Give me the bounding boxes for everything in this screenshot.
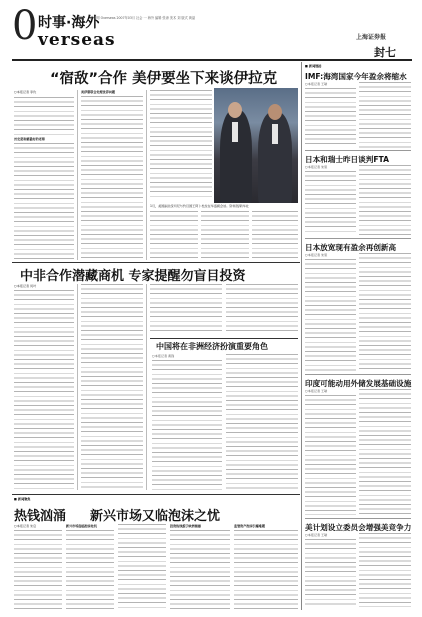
- section-title-cn: 时事·海外: [38, 15, 100, 31]
- lead-body-col5: [252, 211, 298, 259]
- right-story5-body-b: [359, 533, 411, 607]
- right-story3-body-a: [305, 259, 356, 371]
- bottom-subhead-1: 新兴市场面临泡沫危机: [66, 524, 97, 528]
- right-story1-body-b: [359, 82, 411, 148]
- section-rule: [12, 262, 300, 263]
- photo-caption: 1月，美国副总统切尼与约旦国王阿卜杜拉在华盛顿会谈。资料图/新华社: [150, 204, 249, 208]
- middle-byline: ○本报记者 何叶: [14, 284, 37, 288]
- masthead-rule: [12, 59, 412, 61]
- paper-name: 上海证券报: [356, 34, 387, 41]
- lead-photo: [214, 88, 298, 203]
- inner-story-title: 中国将在非洲经济扮演重要角色: [156, 342, 268, 351]
- masthead: [0, 0, 422, 62]
- bottom-news-tag: ■ 新闻聚焦: [14, 497, 31, 501]
- lead-byline: ○本报记者 李玫: [14, 90, 37, 94]
- bottom-body-col5: [234, 530, 298, 610]
- middle-body-col4: [226, 284, 298, 334]
- inner-story-body-a: [152, 360, 222, 490]
- right-story2-body-b: [359, 165, 411, 235]
- section-title-en: verseas: [38, 30, 116, 50]
- right-story5-byline: ○本报记者 王敏: [305, 533, 328, 537]
- lead-headline: “宿敌”合作 美伊要坐下来谈伊拉克: [50, 71, 278, 87]
- bottom-headline-b: 新兴市场又临泡沫之忧: [90, 509, 221, 524]
- right-story4-title: 印度可能动用外储发展基础设施: [305, 379, 412, 388]
- right-story4-byline: ○本报记者 王敏: [305, 389, 328, 393]
- right-story2-title: 日本和瑞士昨日谈判FTA: [305, 155, 389, 164]
- right-story3-title: 日本放宽现有盈余再创新高: [305, 243, 397, 252]
- col-divider: [77, 90, 78, 260]
- col-divider: [146, 90, 147, 260]
- bottom-headline-a: 热钱汹涌: [14, 509, 67, 524]
- lead-subhead-1: 历史是和解最好的老师: [14, 137, 45, 141]
- right-story1-byline: ○本报记者 王敏: [305, 82, 328, 86]
- col-divider: [77, 284, 78, 490]
- right-story5-title: 美计划设立委员会增强美竞争力: [305, 523, 412, 532]
- right-rule: [305, 238, 411, 239]
- inner-story-byline: ○本报记者 黄锋: [152, 354, 175, 358]
- bottom-body-col2: [66, 530, 114, 610]
- right-column-divider: [301, 62, 302, 610]
- bottom-body-col3: [118, 524, 166, 610]
- col-divider: [146, 284, 147, 490]
- bottom-byline: ○本报记者 朱启: [14, 524, 37, 528]
- page-number-zero: 0: [12, 3, 38, 49]
- middle-body-col1: [14, 290, 74, 490]
- inner-story-body-b: [226, 354, 298, 490]
- middle-body-col3: [150, 284, 222, 334]
- right-story3-body-b: [359, 253, 411, 371]
- page-label: 封七: [374, 46, 396, 59]
- lead-body-col1-b: [14, 143, 74, 259]
- right-story1-body-a: [305, 88, 356, 148]
- lead-body-col4: [201, 211, 249, 259]
- right-story4-body-b: [359, 389, 411, 515]
- right-rule: [305, 518, 411, 519]
- bottom-body-col4: [170, 530, 230, 610]
- masthead-meta-line: 新华网 Overseas 2007年03月 社会 一 海外 编辑 张涛 美术 刘 版式 黄晶: [90, 16, 196, 20]
- right-story5-body-a: [305, 539, 356, 607]
- right-news-tag: ■ 新闻链接: [305, 64, 322, 68]
- bottom-subhead-2: 投资热钱源于欧洲储蓄: [170, 524, 201, 528]
- bottom-body-col1: [14, 530, 62, 610]
- right-story2-body-a: [305, 171, 356, 235]
- right-rule: [305, 150, 411, 151]
- section-rule: [12, 494, 300, 495]
- right-story3-byline: ○本报记者 朱思: [305, 253, 328, 257]
- bottom-subhead-3: 监管资产泡沫引爆难题: [234, 524, 265, 528]
- middle-body-col2: [81, 284, 143, 490]
- lead-body-col2: [81, 96, 143, 259]
- lead-body-col3-b: [150, 211, 198, 259]
- right-rule: [305, 374, 411, 375]
- right-story4-body-a: [305, 395, 356, 515]
- lead-body-col1-a: [14, 97, 74, 135]
- right-story2-byline: ○本报记者 朱思: [305, 165, 328, 169]
- lead-subhead-2: 美伊要联合处理世界问题: [81, 90, 116, 94]
- right-story1-title: IMF:海湾国家今年盈余将缩水: [305, 72, 407, 81]
- middle-headline: 中非合作潜藏商机 专家提醒勿盲目投资: [20, 269, 246, 284]
- lead-body-col3: [150, 90, 212, 198]
